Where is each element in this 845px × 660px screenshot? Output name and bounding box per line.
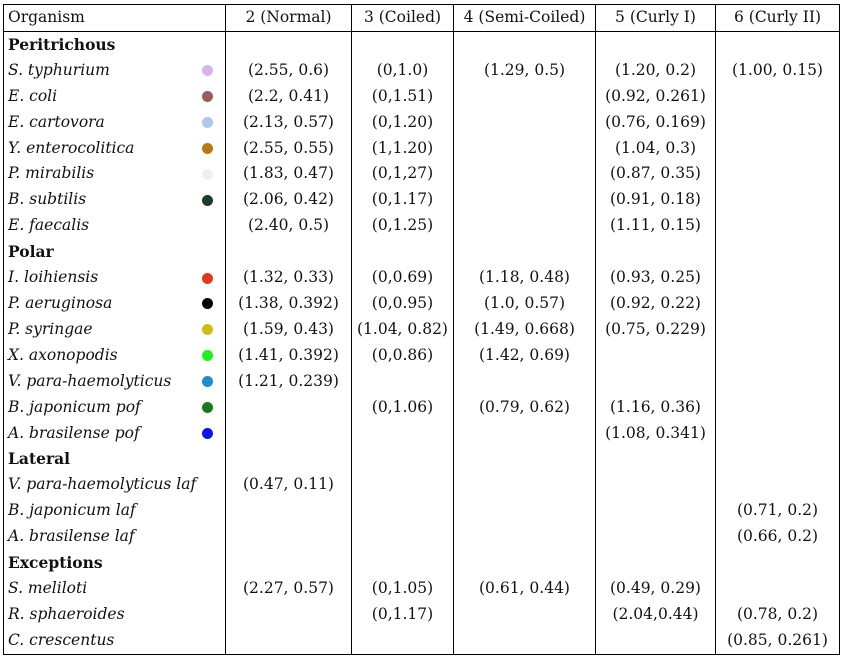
color-dot-icon — [202, 428, 213, 439]
organism-name: P. mirabilis — [8, 164, 95, 183]
flagella-table — [3, 4, 840, 655]
value-cell — [454, 628, 596, 654]
value-cell — [716, 343, 840, 369]
value-cell: (1.16, 0.36) — [596, 395, 716, 421]
empty-cell — [226, 239, 352, 265]
value-cell: (0,1.06) — [352, 395, 454, 421]
organism-name: A. brasilense laf — [8, 527, 135, 546]
table-row — [4, 84, 840, 110]
value-cell — [596, 498, 716, 524]
table-row — [4, 524, 840, 550]
value-cell — [226, 498, 352, 524]
value-cell — [454, 421, 596, 447]
table-row — [4, 110, 840, 136]
value-cell — [454, 213, 596, 239]
value-cell — [226, 395, 352, 421]
color-dot-icon — [202, 324, 213, 335]
value-cell: (1.08, 0.341) — [596, 421, 716, 447]
value-cell — [352, 369, 454, 395]
value-cell: (1.38, 0.392) — [226, 291, 352, 317]
value-cell: (0,1.0) — [352, 58, 454, 84]
header-normal: 2 (Normal) — [226, 5, 352, 32]
value-cell — [352, 524, 454, 550]
value-cell — [716, 213, 840, 239]
value-cell: (0.85, 0.261) — [716, 628, 840, 654]
value-cell — [716, 421, 840, 447]
value-cell — [716, 161, 840, 187]
value-cell: (0,1.25) — [352, 213, 454, 239]
color-dot-icon — [202, 273, 213, 284]
organism-name: B. japonicum pof — [8, 397, 141, 416]
value-cell — [716, 369, 840, 395]
color-dot-icon — [202, 91, 213, 102]
empty-cell — [454, 550, 596, 576]
empty-cell — [454, 239, 596, 265]
color-dot-icon — [202, 169, 213, 180]
organism-name: E. cartovora — [8, 112, 105, 131]
value-cell — [716, 187, 840, 213]
table-body — [4, 31, 840, 654]
table-row — [4, 265, 840, 291]
empty-cell — [226, 550, 352, 576]
organism-name: X. axonopodis — [8, 345, 118, 364]
organism-cell — [4, 213, 226, 239]
value-cell — [716, 395, 840, 421]
value-cell — [454, 110, 596, 136]
header-coiled: 3 (Coiled) — [352, 5, 454, 32]
color-dot-icon — [202, 402, 213, 413]
value-cell — [454, 187, 596, 213]
value-cell: (0.75, 0.229) — [596, 317, 716, 343]
value-cell: (1.04, 0.3) — [596, 136, 716, 162]
value-cell — [226, 524, 352, 550]
empty-cell — [454, 31, 596, 57]
empty-cell — [716, 239, 840, 265]
value-cell — [716, 84, 840, 110]
value-cell: (0.79, 0.62) — [454, 395, 596, 421]
organism-cell — [4, 421, 226, 447]
organism-name: P. aeruginosa — [8, 293, 113, 312]
value-cell — [596, 628, 716, 654]
value-cell: (0,1.20) — [352, 110, 454, 136]
section-row — [4, 446, 840, 472]
section-row — [4, 239, 840, 265]
organism-cell — [4, 343, 226, 369]
value-cell — [596, 524, 716, 550]
value-cell: (0.78, 0.2) — [716, 602, 840, 628]
value-cell: (2.55, 0.6) — [226, 58, 352, 84]
value-cell: (1.41, 0.392) — [226, 343, 352, 369]
value-cell: (0.76, 0.169) — [596, 110, 716, 136]
table-row — [4, 498, 840, 524]
table-row — [4, 628, 840, 654]
table-row — [4, 421, 840, 447]
value-cell: (0.92, 0.22) — [596, 291, 716, 317]
value-cell — [716, 265, 840, 291]
value-cell — [454, 524, 596, 550]
table-row — [4, 187, 840, 213]
value-cell — [596, 343, 716, 369]
value-cell: (1.11, 0.15) — [596, 213, 716, 239]
value-cell — [716, 472, 840, 498]
organism-name: Y. enterocolitica — [8, 138, 135, 157]
organism-cell — [4, 265, 226, 291]
table-row — [4, 291, 840, 317]
value-cell: (2.55, 0.55) — [226, 136, 352, 162]
organism-cell — [4, 472, 226, 498]
organism-cell — [4, 110, 226, 136]
color-dot-icon — [202, 350, 213, 361]
section-title: Lateral — [4, 446, 226, 472]
organism-cell — [4, 317, 226, 343]
empty-cell — [226, 31, 352, 57]
header-curly-2: 6 (Curly II) — [716, 5, 840, 32]
value-cell — [454, 602, 596, 628]
value-cell — [716, 317, 840, 343]
organism-cell — [4, 58, 226, 84]
value-cell: (2.13, 0.57) — [226, 110, 352, 136]
value-cell: (1.32, 0.33) — [226, 265, 352, 291]
organism-name: A. brasilense pof — [8, 423, 140, 442]
section-row — [4, 31, 840, 57]
value-cell — [596, 472, 716, 498]
value-cell: (0.92, 0.261) — [596, 84, 716, 110]
organism-cell — [4, 136, 226, 162]
value-cell: (1.83, 0.47) — [226, 161, 352, 187]
table-row — [4, 58, 840, 84]
organism-name: E. faecalis — [8, 216, 90, 235]
value-cell — [454, 369, 596, 395]
value-cell: (2.06, 0.42) — [226, 187, 352, 213]
value-cell: (1.18, 0.48) — [454, 265, 596, 291]
table-row — [4, 602, 840, 628]
organism-cell — [4, 84, 226, 110]
organism-name: S. typhurium — [8, 60, 110, 79]
value-cell: (0,0.86) — [352, 343, 454, 369]
organism-cell — [4, 187, 226, 213]
value-cell — [226, 602, 352, 628]
value-cell: (1.42, 0.69) — [454, 343, 596, 369]
value-cell: (1.04, 0.82) — [352, 317, 454, 343]
organism-cell — [4, 161, 226, 187]
value-cell — [716, 110, 840, 136]
value-cell: (0,1.05) — [352, 576, 454, 602]
organism-cell — [4, 602, 226, 628]
empty-cell — [352, 550, 454, 576]
header-row — [4, 5, 840, 32]
organism-name: R. sphaeroides — [8, 604, 125, 623]
section-row — [4, 550, 840, 576]
value-cell: (0,0.95) — [352, 291, 454, 317]
organism-name: V. para-haemolyticus laf — [8, 475, 197, 494]
header-organism: Organism — [4, 5, 226, 32]
empty-cell — [596, 239, 716, 265]
header-semi-coiled: 4 (Semi-Coiled) — [454, 5, 596, 32]
value-cell: (1.20, 0.2) — [596, 58, 716, 84]
value-cell: (0.71, 0.2) — [716, 498, 840, 524]
value-cell — [454, 498, 596, 524]
value-cell — [454, 161, 596, 187]
empty-cell — [716, 550, 840, 576]
value-cell: (0,1.17) — [352, 187, 454, 213]
organism-cell — [4, 369, 226, 395]
empty-cell — [716, 446, 840, 472]
organism-cell — [4, 524, 226, 550]
color-dot-icon — [202, 65, 213, 76]
value-cell: (1.00, 0.15) — [716, 58, 840, 84]
section-title: Exceptions — [4, 550, 226, 576]
color-dot-icon — [202, 143, 213, 154]
color-dot-icon — [202, 376, 213, 387]
value-cell: (2.2, 0.41) — [226, 84, 352, 110]
empty-cell — [716, 31, 840, 57]
organism-cell — [4, 628, 226, 654]
value-cell: (0,0.69) — [352, 265, 454, 291]
organism-cell — [4, 395, 226, 421]
value-cell — [454, 136, 596, 162]
organism-name: I. loihiensis — [8, 268, 99, 287]
empty-cell — [596, 446, 716, 472]
value-cell: (1.29, 0.5) — [454, 58, 596, 84]
value-cell: (0,1,27) — [352, 161, 454, 187]
table-row — [4, 213, 840, 239]
value-cell — [226, 421, 352, 447]
header-curly-1: 5 (Curly I) — [596, 5, 716, 32]
table-row — [4, 472, 840, 498]
empty-cell — [352, 446, 454, 472]
value-cell: (0.61, 0.44) — [454, 576, 596, 602]
table-row — [4, 369, 840, 395]
section-title: Peritrichous — [4, 31, 226, 57]
value-cell — [596, 369, 716, 395]
value-cell: (1,1.20) — [352, 136, 454, 162]
organism-cell — [4, 576, 226, 602]
value-cell: (2.40, 0.5) — [226, 213, 352, 239]
value-cell — [352, 628, 454, 654]
empty-cell — [596, 550, 716, 576]
value-cell — [454, 84, 596, 110]
table-row — [4, 343, 840, 369]
organism-name: V. para-haemolyticus — [8, 371, 172, 390]
value-cell: (0.47, 0.11) — [226, 472, 352, 498]
value-cell — [716, 136, 840, 162]
value-cell — [716, 291, 840, 317]
empty-cell — [596, 31, 716, 57]
color-dot-icon — [202, 298, 213, 309]
value-cell: (2.04,0.44) — [596, 602, 716, 628]
organism-name: B. subtilis — [8, 190, 87, 209]
table-row — [4, 136, 840, 162]
value-cell: (1.49, 0.668) — [454, 317, 596, 343]
empty-cell — [454, 446, 596, 472]
value-cell: (0.49, 0.29) — [596, 576, 716, 602]
table-row — [4, 395, 840, 421]
value-cell — [352, 421, 454, 447]
value-cell — [226, 628, 352, 654]
value-cell — [716, 576, 840, 602]
value-cell: (1.21, 0.239) — [226, 369, 352, 395]
empty-cell — [352, 31, 454, 57]
value-cell: (0.66, 0.2) — [716, 524, 840, 550]
empty-cell — [352, 239, 454, 265]
empty-cell — [226, 446, 352, 472]
value-cell — [352, 498, 454, 524]
organism-name: E. coli — [8, 86, 58, 105]
organism-cell — [4, 498, 226, 524]
organism-name: S. meliloti — [8, 578, 88, 597]
organism-cell — [4, 291, 226, 317]
value-cell: (0.93, 0.25) — [596, 265, 716, 291]
value-cell: (2.27, 0.57) — [226, 576, 352, 602]
table-row — [4, 576, 840, 602]
color-dot-icon — [202, 117, 213, 128]
value-cell — [352, 472, 454, 498]
section-title: Polar — [4, 239, 226, 265]
color-dot-icon — [202, 195, 213, 206]
value-cell — [454, 472, 596, 498]
value-cell: (0.87, 0.35) — [596, 161, 716, 187]
value-cell: (0,1.17) — [352, 602, 454, 628]
table-header — [4, 5, 840, 32]
organism-name: C. crescentus — [8, 630, 115, 649]
value-cell: (0,1.51) — [352, 84, 454, 110]
table-row — [4, 161, 840, 187]
organism-name: P. syringae — [8, 319, 93, 338]
value-cell: (1.0, 0.57) — [454, 291, 596, 317]
organism-name: B. japonicum laf — [8, 501, 136, 520]
value-cell: (1.59, 0.43) — [226, 317, 352, 343]
value-cell: (0.91, 0.18) — [596, 187, 716, 213]
table-row — [4, 317, 840, 343]
